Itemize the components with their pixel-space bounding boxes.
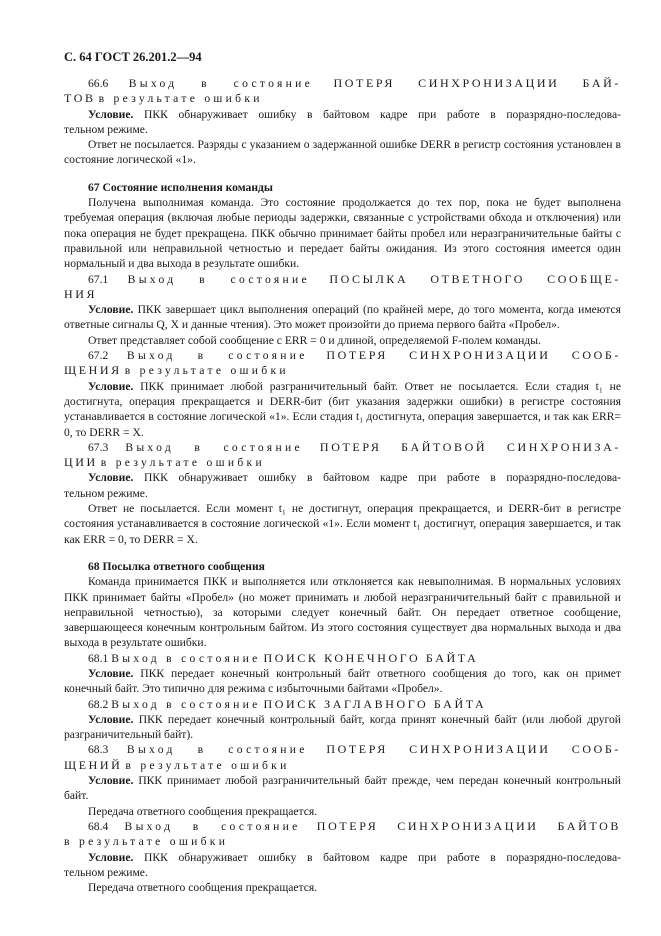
clause-68-4-heading-cont: в результате ошибки [64, 835, 229, 849]
clause-68-3-heading: 68.3 Выход в состояние ПОТЕРЯ СИНХРОНИЗАЦИИ СООБ- [88, 742, 622, 757]
clause-67-2-condition: Условие. ПКК принимает любой разграничительный байт. Ответ не посылается. Если стадия t₁ не достигнута, операция прекращается и DERR-бит (бит указания задержки ошибки) в регистре состояния устанавливается в состояние логической «1». Если стадия t₁ достигнута, операция завершается, и так как ERR= 0, то DERR = X. [64, 379, 621, 439]
clause-67-3-heading: 67.3 Выход в состояние ПОТЕРЯ БАЙТОВОЙ СИНХРОНИЗА- [88, 439, 621, 454]
clause-67-3-condition: Условие. ПКК обнаруживает ошибку в байтовом кадре при работе в поразрядно-последова- [88, 471, 621, 485]
section-68-intro: Команда принимается ПКК и выполняется или отклоняется как невыполнимая. В нормальных условиях ПКК принимает байты «Пробел» (но может принимать и любой неразграничительный байт с правильной и неправильной четностью), за которыми следует конечный байт. Он передает ответное сообщение, завершающееся конечным контрольным байтом. Из этого состояния существует два нормальных выхода и два выхода в результате ошибки. [64, 575, 621, 650]
clause-67-3-response: Ответ не посылается. Если момент t₁ не достигнут, операция прекращается, и DERR-бит в регистре состояния устанавливается в состояние логической «1». Если момент t₁ достигнут, операция завершается, и так как ERR = 0, то DERR = X. [64, 502, 621, 546]
clause-66-6-condition: Условие. ПКК обнаруживает ошибку в байтовом кадре при работе в поразрядно-последова- [88, 107, 621, 121]
clause-68-1-condition: Условие. ПКК передает конечный контрольный байт ответного сообщения до того, как он примет конечный байт. Это типично для режима с избыточными байтами «Пробел». [64, 666, 621, 696]
clause-68-4-condition-cont: тельном режиме. [64, 865, 148, 879]
clause-67-2-heading-cont: ЩЕНИЯ в результате ошибки [64, 363, 289, 378]
clause-68-3-heading-cont: ЩЕНИЙ в результате ошибки [64, 757, 290, 772]
clause-67-1-condition: Условие. ПКК завершает цикл выполнения операций (по крайней мере, до того момента, когда имеются ответные сигналы Q, X и данные чтения). Это может произойти до приема первого байта «Пробел». [64, 303, 621, 332]
clause-67-1-heading: 67.1 Выход в состояние ПОСЫЛКА ОТВЕТНОГО СООБЩЕ- [88, 271, 621, 286]
clause-67-3-condition-cont: тельном режиме. [64, 486, 148, 500]
clause-68-3-response: Передача ответного сообщения прекращается. [88, 804, 318, 818]
clause-68-4-heading: 68.4 Выход в состояние ПОТЕРЯ СИНХРОНИЗАЦИИ БАЙТОВ [88, 818, 621, 833]
clause-68-4-condition: Условие. ПКК обнаруживает ошибку в байтовом кадре при работе в поразрядно-последова- [88, 850, 621, 864]
clause-66-6-heading-cont: ТОВ в результате ошибки [64, 91, 263, 106]
clause-68-1-heading: 68.1 Выход в состояние ПОИСК КОНЕЧНОГО БАЙТА [88, 650, 479, 665]
clause-68-2-heading: 68.2 Выход в состояние ПОИСК ЗАГЛАВНОГО БАЙТА [88, 696, 487, 711]
section-67-title: 67 Состояние исполнения команды [88, 180, 273, 194]
clause-66-6-response: Ответ не посылается. Разряды с указанием о задержанной ошибке DERR в регистр состояния установлен в состояние логической «1». [64, 138, 621, 167]
clause-67-1-response: Ответ представляет собой сообщение с ERR = 0 и длиной, определяемой F-полем команды. [88, 333, 541, 347]
page-header: С. 64 ГОСТ 26.201.2—94 [64, 50, 202, 64]
section-67-intro: Получена выполнимая команда. Это состояние продолжается до тех пор, пока не будет выполнена требуемая операция (включая любые периоды задержки, связанные с устройствами обхода и отключения) или пока операция не будет прекращена. ПКК обычно принимает байты пробел или неразграничительные байты с правильной или неправильной четностью и передает байты ожидания. Из этого состояния имеется один нормальный и два выхода в результате ошибки. [64, 196, 621, 271]
clause-66-6-heading: 66.6 Выход в состояние ПОТЕРЯ СИНХРОНИЗАЦИИ БАЙ- [88, 76, 621, 90]
clause-66-6-condition-cont: тельном режиме. [64, 122, 148, 136]
clause-67-1-heading-cont: НИЯ [64, 286, 98, 301]
clause-68-4-response: Передача ответного сообщения прекращается. [88, 881, 318, 895]
clause-68-3-condition: Условие. ПКК принимает любой разграничительный байт прежде, чем передан конечный контрольный байт. [64, 774, 621, 803]
document-body [64, 76, 621, 895]
clause-68-2-condition: Условие. ПКК передает конечный контрольный байт, когда принят конечный байт (или любой другой разграничительный байт). [64, 712, 622, 742]
section-68-title: 68 Посылка ответного сообщения [88, 559, 265, 573]
clause-67-2-heading: 67.2 Выход в состояние ПОТЕРЯ СИНХРОНИЗАЦИИ СООБ- [88, 348, 622, 363]
clause-67-3-heading-cont: ЦИИ в результате ошибки [64, 455, 265, 470]
